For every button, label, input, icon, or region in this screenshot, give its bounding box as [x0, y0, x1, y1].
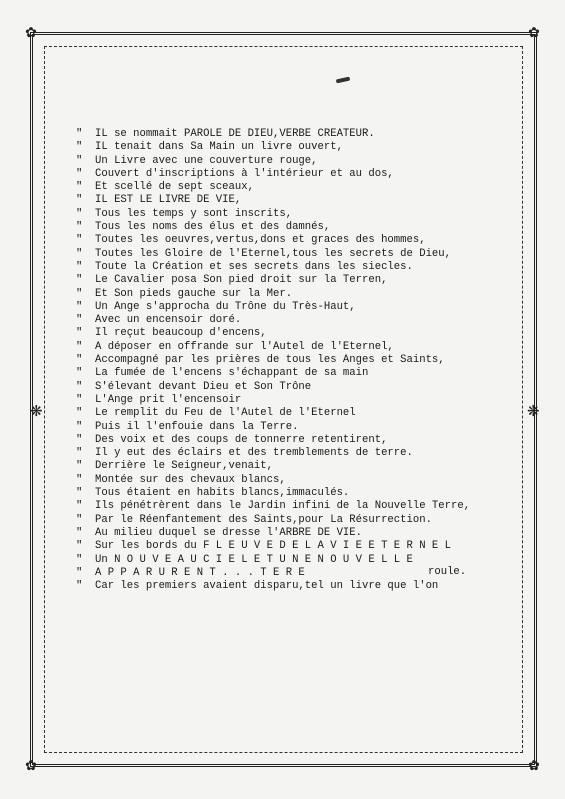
poem-line-text: Accompagné par les prières de tous les Anges et Saints, [95, 354, 445, 367]
poem-line [76, 421, 516, 434]
poem-line-text: Et scellé de sept sceaux, [95, 181, 254, 194]
poem-line-text: Et Son pieds gauche sur la Mer. [95, 287, 293, 300]
quote-mark: " [76, 287, 83, 300]
quote-mark: " [76, 500, 83, 513]
quote-mark: " [76, 380, 83, 393]
poem-line-text: A déposer en offrande sur l'Autel de l'Eternel, [95, 340, 394, 353]
quote-mark: " [76, 566, 83, 579]
poem-line [76, 447, 516, 460]
poem-line-text: IL se nommait PAROLE DE DIEU,VERBE CREATEUR. [95, 128, 375, 140]
poem-line-text: A P P A R U R E N T . . . T E R E [95, 566, 305, 579]
quote-mark: " [76, 367, 83, 380]
poem-line-text: Car les premiers avaient disparu,tel un livre que l'on [95, 580, 439, 593]
poem-line [76, 394, 516, 407]
poem-line [76, 128, 516, 141]
quote-mark: " [76, 354, 83, 367]
quote-mark: " [76, 340, 83, 353]
side-ornament-right: ❋ [527, 402, 540, 420]
quote-mark: " [76, 580, 83, 593]
poem-line-text: Toutes les oeuvres,vertus,dons et graces des hommes, [95, 234, 426, 247]
poem-line [76, 301, 516, 314]
poem-line [76, 194, 516, 207]
poem-line-text: Par le Réenfantement des Saints,pour La Résurrection. [95, 513, 432, 526]
poem-line [76, 341, 516, 354]
quote-mark: " [76, 473, 83, 486]
poem-line [76, 327, 516, 340]
quote-mark: " [76, 234, 83, 247]
quote-mark: " [76, 300, 83, 313]
poem-line-text: IL tenait dans Sa Main un livre ouvert, [95, 141, 343, 154]
corner-ornament-top-right: ✿ [528, 25, 540, 41]
poem-line [76, 261, 516, 274]
poem-line [76, 274, 516, 287]
poem-line [76, 434, 516, 447]
poem-line-text: La fumée de l'encens s'échappant de sa main [95, 367, 369, 380]
poem-text [76, 128, 516, 593]
corner-ornament-bottom-left: ✿ [25, 758, 37, 774]
poem-line-text: Toutes les Gloire de l'Eternel,tous les secrets de Dieu, [95, 247, 452, 260]
poem-line [76, 288, 516, 301]
poem-line [76, 514, 516, 527]
poem-line [76, 248, 516, 261]
poem-line [76, 181, 516, 194]
quote-mark: " [76, 513, 83, 526]
poem-line [76, 554, 516, 567]
quote-mark: " [76, 314, 83, 327]
poem-line [76, 168, 516, 181]
poem-line-text: Un Ange s'approcha du Trône du Très-Haut, [95, 300, 356, 313]
quote-mark: " [76, 167, 83, 180]
poem-line-text: L'Ange prit l'encensoir [95, 393, 242, 406]
quote-mark: " [76, 247, 83, 260]
quote-mark: " [76, 407, 83, 420]
quote-mark: " [76, 260, 83, 273]
quote-mark: " [76, 540, 83, 553]
quote-mark: " [76, 393, 83, 406]
poem-line [76, 234, 516, 247]
quote-mark: " [76, 526, 83, 539]
poem-line [76, 141, 516, 154]
quote-mark: " [76, 553, 83, 566]
poem-line [76, 460, 516, 473]
quote-mark: " [76, 207, 83, 220]
poem-line-text: Montée sur des chevaux blancs, [95, 473, 286, 486]
poem-line-text: S'élevant devant Dieu et Son Trône [95, 380, 312, 393]
poem-line-text: Ils pénétrèrent dans le Jardin infini de la Nouvelle Terre, [95, 500, 471, 513]
side-ornament-left: ❋ [30, 402, 43, 420]
quote-mark: " [76, 433, 83, 446]
poem-line-text: Puis il l'enfouie dans la Terre. [95, 420, 299, 433]
poem-line [76, 487, 516, 500]
corner-ornament-top-left: ✿ [25, 25, 37, 41]
quote-mark: " [76, 460, 83, 473]
poem-line-text: Tous les noms des élus et des damnés, [95, 221, 331, 234]
poem-line [76, 407, 516, 420]
poem-line [76, 221, 516, 234]
quote-mark: " [76, 420, 83, 433]
poem-line-text: IL EST LE LIVRE DE VIE, [95, 194, 242, 207]
poem-line-text: Il y eut des éclairs et des tremblements de terre. [95, 447, 413, 460]
quote-mark: " [76, 327, 83, 340]
poem-line [76, 580, 516, 593]
poem-line-text: Il reçut beaucoup d'encens, [95, 327, 267, 340]
quote-mark: " [76, 221, 83, 234]
poem-line-text: Tous les temps y sont inscrits, [95, 207, 293, 220]
poem-line [76, 474, 516, 487]
quote-mark: " [76, 181, 83, 194]
poem-line-text: Couvert d'inscriptions à l'intérieur et au dos, [95, 167, 394, 180]
poem-line-text: Tous étaient en habits blancs,immaculés. [95, 487, 350, 500]
quote-mark: " [76, 154, 83, 167]
poem-line [76, 367, 516, 380]
poem-line-text: Derrière le Seigneur,venait, [95, 460, 274, 473]
poem-line [76, 354, 516, 367]
quote-mark: " [76, 194, 83, 207]
poem-line [76, 527, 516, 540]
poem-final-word: roule. [428, 566, 467, 578]
poem-line [76, 540, 516, 553]
poem-line-text: Le Cavalier posa Son pied droit sur la Terren, [95, 274, 388, 287]
quote-mark: " [76, 274, 83, 287]
poem-line-text: Sur les bords du F L E U V E D E L A V I E E T E R N E L [95, 540, 452, 553]
poem-line [76, 381, 516, 394]
poem-line-text: Un Livre avec une couverture rouge, [95, 154, 318, 167]
poem-line-text: Toute la Création et ses secrets dans les siecles. [95, 260, 413, 273]
poem-line [76, 314, 516, 327]
quote-mark: " [76, 141, 83, 154]
quote-mark: " [76, 487, 83, 500]
poem-line [76, 208, 516, 221]
poem-line-text: Au milieu duquel se dresse l'ARBRE DE VIE. [95, 526, 363, 539]
poem-line-text: Avec un encensoir doré. [95, 314, 242, 327]
poem-line [76, 500, 516, 513]
quote-mark: " [76, 128, 83, 140]
corner-ornament-bottom-right: ✿ [528, 758, 540, 774]
poem-line-text: Des voix et des coups de tonnerre retentirent, [95, 433, 388, 446]
poem-line [76, 155, 516, 168]
poem-line-text: Le remplit du Feu de l'Autel de l'Eternel [95, 407, 356, 420]
quote-mark: " [76, 447, 83, 460]
poem-line-text: Un N O U V E A U C I E L E T U N E N O U V E L L E [95, 553, 413, 566]
